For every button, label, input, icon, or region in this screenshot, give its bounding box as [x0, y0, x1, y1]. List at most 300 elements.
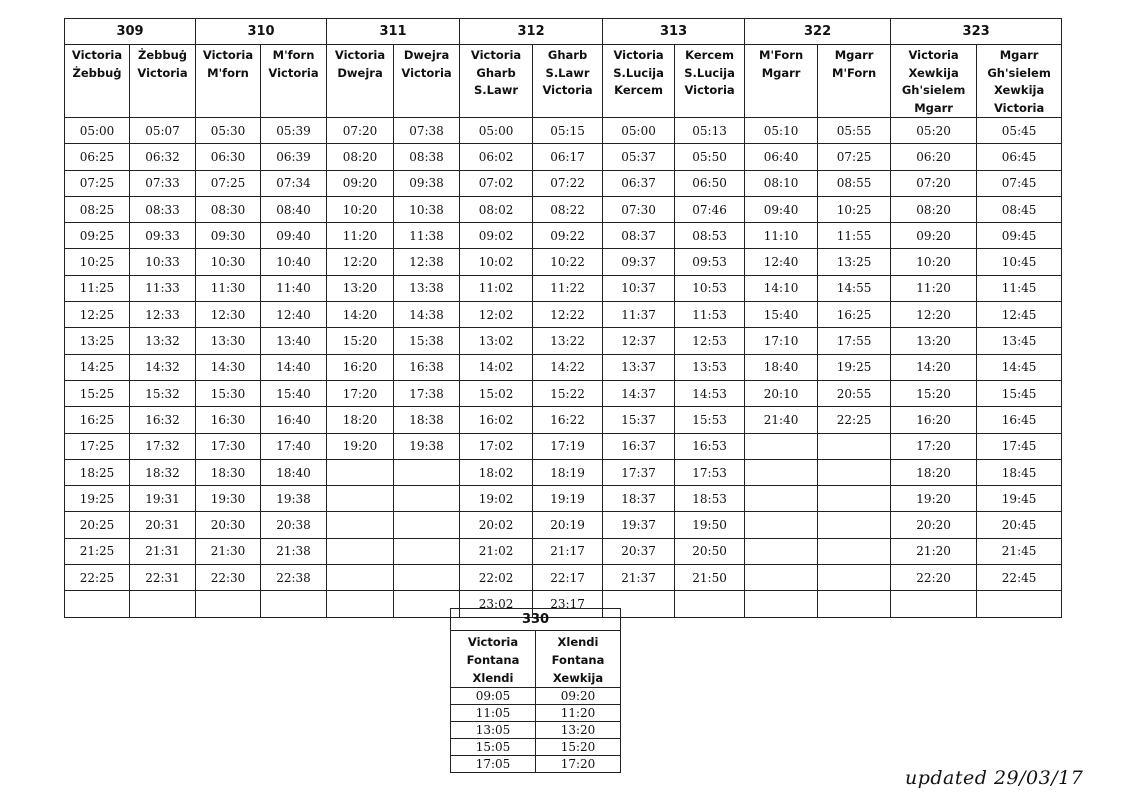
departure-time: 15:32 [130, 380, 196, 406]
departure-time: 08:30 [196, 196, 261, 222]
departure-time: 11:55 [818, 223, 891, 249]
departure-time: 15:53 [675, 407, 745, 433]
departure-time: 07:25 [818, 144, 891, 170]
departure-time [327, 486, 394, 512]
stop-name: S.Lawr [545, 65, 590, 80]
departure-time: 07:46 [675, 196, 745, 222]
stop-name: M'Forn [759, 48, 804, 62]
departure-time: 16:20 [891, 407, 977, 433]
departure-time [745, 512, 818, 538]
table-row [65, 302, 1062, 328]
departure-time: 12:40 [261, 302, 327, 328]
departure-time: 21:25 [65, 538, 130, 564]
departure-time: 09:02 [460, 223, 533, 249]
departure-time: 10:40 [261, 249, 327, 275]
departure-time: 20:30 [196, 512, 261, 538]
departure-time: 16:38 [394, 354, 460, 380]
departure-time: 11:22 [533, 275, 603, 301]
route-number: 313 [603, 19, 745, 45]
departure-time: 08:53 [675, 223, 745, 249]
departure-time: 06:25 [65, 144, 130, 170]
departure-time: 13:25 [65, 328, 130, 354]
departure-time: 22:20 [891, 565, 977, 591]
departure-time: 15:25 [65, 380, 130, 406]
stop-name: S.Lucija [684, 65, 735, 80]
departure-time: 10:30 [196, 249, 261, 275]
stop-name: Victoria [908, 48, 959, 62]
departure-time [327, 459, 394, 485]
departure-time: 21:02 [460, 538, 533, 564]
departure-time: 20:45 [977, 512, 1062, 538]
departure-time [394, 565, 460, 591]
departure-time: 06:20 [891, 144, 977, 170]
table-row [451, 688, 621, 705]
departure-time: 17:10 [745, 328, 818, 354]
departure-time: 15:20 [327, 328, 394, 354]
departure-time: 08:55 [818, 170, 891, 196]
direction-header [394, 45, 460, 118]
departure-time [818, 591, 891, 617]
departure-time: 22:25 [65, 565, 130, 591]
departure-time: 12:20 [891, 302, 977, 328]
table-row [451, 756, 621, 773]
departure-time: 10:38 [394, 196, 460, 222]
table-row [65, 144, 1062, 170]
departure-time: 13:53 [675, 354, 745, 380]
departure-time: 07:20 [891, 170, 977, 196]
departure-time: 15:02 [460, 380, 533, 406]
departure-time: 22:38 [261, 565, 327, 591]
departure-time: 05:30 [196, 118, 261, 144]
departure-time: 12:20 [327, 249, 394, 275]
direction-header [745, 45, 818, 118]
departure-time: 08:20 [327, 144, 394, 170]
departure-time: 12:40 [745, 249, 818, 275]
departure-time: 13:22 [533, 328, 603, 354]
direction-header [603, 45, 675, 118]
departure-time: 19:37 [603, 512, 675, 538]
departure-time: 08:20 [891, 196, 977, 222]
stop-name: Xewkija [552, 671, 604, 685]
stop-name: Mgarr [914, 100, 953, 115]
departure-time: 15:30 [196, 380, 261, 406]
departure-time: 09:22 [533, 223, 603, 249]
departure-time: 18:37 [603, 486, 675, 512]
direction-header [196, 45, 261, 118]
departure-time [394, 486, 460, 512]
departure-time: 16:32 [130, 407, 196, 433]
departure-time: 18:45 [977, 459, 1062, 485]
departure-time: 05:07 [130, 118, 196, 144]
departure-time: 11:30 [196, 275, 261, 301]
departure-time: 05:00 [603, 118, 675, 144]
departure-time [891, 591, 977, 617]
route-number-row [451, 609, 621, 631]
departure-time: 10:20 [327, 196, 394, 222]
departure-time: 18:53 [675, 486, 745, 512]
departure-time: 14:30 [196, 354, 261, 380]
route-number: 310 [196, 19, 327, 45]
departure-time: 08:38 [394, 144, 460, 170]
departure-time: 15:40 [745, 302, 818, 328]
direction-header [818, 45, 891, 118]
departure-time: 18:40 [261, 459, 327, 485]
route-number: 330 [451, 609, 621, 631]
departure-time [818, 565, 891, 591]
departure-time: 15:45 [977, 380, 1062, 406]
departure-time: 14:10 [745, 275, 818, 301]
departure-time: 17:55 [818, 328, 891, 354]
departure-time: 14:53 [675, 380, 745, 406]
direction-header [130, 45, 196, 118]
departure-time: 11:33 [130, 275, 196, 301]
direction-header [891, 45, 977, 118]
departure-time: 19:31 [130, 486, 196, 512]
departure-time: 12:25 [65, 302, 130, 328]
departure-time: 22:02 [460, 565, 533, 591]
departure-time: 23:02 [460, 591, 533, 617]
departure-time: 12:33 [130, 302, 196, 328]
table-row [451, 722, 621, 739]
departure-time [818, 512, 891, 538]
departure-time: 10:37 [603, 275, 675, 301]
route-number: 309 [65, 19, 196, 45]
table-row [65, 275, 1062, 301]
departure-time: 22:25 [818, 407, 891, 433]
departure-time: 11:10 [745, 223, 818, 249]
departure-time: 19:25 [65, 486, 130, 512]
departure-time [130, 591, 196, 617]
departure-time: 22:45 [977, 565, 1062, 591]
departure-time [261, 591, 327, 617]
departure-time: 19:38 [394, 433, 460, 459]
departure-time: 21:38 [261, 538, 327, 564]
departure-time: 11:02 [460, 275, 533, 301]
departure-time: 09:33 [130, 223, 196, 249]
departure-time: 05:50 [675, 144, 745, 170]
departure-time [745, 538, 818, 564]
departure-time: 05:45 [977, 118, 1062, 144]
stop-name: Xlendi [557, 635, 599, 649]
departure-time: 17:32 [130, 433, 196, 459]
departure-time [65, 591, 130, 617]
departure-time: 14:55 [818, 275, 891, 301]
departure-time: 11:20 [327, 223, 394, 249]
main-timetable [64, 18, 1062, 618]
departure-time: 15:20 [536, 739, 621, 756]
departure-time: 07:30 [603, 196, 675, 222]
departure-time: 16:53 [675, 433, 745, 459]
departure-time: 20:19 [533, 512, 603, 538]
route-number: 322 [745, 19, 891, 45]
departure-time: 17:20 [327, 380, 394, 406]
departure-time: 19:45 [977, 486, 1062, 512]
departure-time: 21:45 [977, 538, 1062, 564]
stop-name: Victoria [202, 48, 254, 62]
departure-time: 17:53 [675, 459, 745, 485]
departure-time: 10:02 [460, 249, 533, 275]
departure-time: 07:38 [394, 118, 460, 144]
departure-time: 13:25 [818, 249, 891, 275]
table-row [65, 512, 1062, 538]
departure-time: 14:22 [533, 354, 603, 380]
departure-time: 11:45 [977, 275, 1062, 301]
departure-time: 05:39 [261, 118, 327, 144]
departure-time: 19:50 [675, 512, 745, 538]
departure-time: 10:25 [65, 249, 130, 275]
departure-time: 20:37 [603, 538, 675, 564]
departure-time: 14:40 [261, 354, 327, 380]
departure-time: 12:37 [603, 328, 675, 354]
departure-time: 18:25 [65, 459, 130, 485]
table-row [65, 196, 1062, 222]
departure-time: 08:10 [745, 170, 818, 196]
departure-time: 17:37 [603, 459, 675, 485]
departure-time: 15:38 [394, 328, 460, 354]
departure-time: 12:22 [533, 302, 603, 328]
departure-time: 19:38 [261, 486, 327, 512]
departure-time [818, 433, 891, 459]
departure-time: 11:37 [603, 302, 675, 328]
departure-time: 19:20 [327, 433, 394, 459]
stop-name: Fontana [466, 653, 520, 667]
stop-name: Victoria [137, 65, 188, 80]
departure-time: 07:34 [261, 170, 327, 196]
departure-time [977, 591, 1062, 617]
departure-time: 21:20 [891, 538, 977, 564]
departure-time: 13:02 [460, 328, 533, 354]
departure-time: 07:33 [130, 170, 196, 196]
table-row [65, 565, 1062, 591]
stop-name: Fontana [551, 653, 605, 667]
departure-time [818, 486, 891, 512]
departure-time: 14:37 [603, 380, 675, 406]
departure-time: 14:32 [130, 354, 196, 380]
departure-time: 18:30 [196, 459, 261, 485]
departure-time: 05:00 [460, 118, 533, 144]
departure-time [394, 538, 460, 564]
departure-time: 06:50 [675, 170, 745, 196]
departure-time: 10:20 [891, 249, 977, 275]
departure-time: 10:53 [675, 275, 745, 301]
departure-time: 07:20 [327, 118, 394, 144]
departure-time: 21:17 [533, 538, 603, 564]
stop-name: Victoria [993, 100, 1045, 115]
departure-time: 16:22 [533, 407, 603, 433]
departure-time: 10:25 [818, 196, 891, 222]
table-row [65, 459, 1062, 485]
departure-time: 20:50 [675, 538, 745, 564]
departure-time: 09:30 [196, 223, 261, 249]
stop-name: M'forn [272, 48, 315, 62]
departure-time: 08:40 [261, 196, 327, 222]
departure-time: 08:22 [533, 196, 603, 222]
direction-header [65, 45, 130, 118]
stop-name: Mgarr [761, 65, 801, 80]
departure-time: 16:25 [65, 407, 130, 433]
stop-name: Kercem [685, 48, 734, 62]
departure-time: 20:38 [261, 512, 327, 538]
departure-time: 20:55 [818, 380, 891, 406]
stop-name: Gharb [547, 48, 588, 62]
departure-time: 10:22 [533, 249, 603, 275]
departure-time: 13:38 [394, 275, 460, 301]
departure-time: 23:17 [533, 591, 603, 617]
departure-time: 18:20 [327, 407, 394, 433]
departure-time: 14:20 [327, 302, 394, 328]
departure-time: 07:02 [460, 170, 533, 196]
departure-time: 18:02 [460, 459, 533, 485]
departure-time [745, 459, 818, 485]
departure-time: 12:38 [394, 249, 460, 275]
route-number: 312 [460, 19, 603, 45]
departure-time: 13:40 [261, 328, 327, 354]
stop-name: Kercem [614, 83, 663, 97]
table-row [65, 380, 1062, 406]
departure-time [394, 512, 460, 538]
departure-time [327, 538, 394, 564]
departure-time: 22:17 [533, 565, 603, 591]
departure-time: 09:40 [745, 196, 818, 222]
departure-time: 13:32 [130, 328, 196, 354]
departure-time: 05:55 [818, 118, 891, 144]
departure-time: 05:10 [745, 118, 818, 144]
route-number-row [65, 19, 1062, 45]
departure-time: 16:40 [261, 407, 327, 433]
departure-time: 12:53 [675, 328, 745, 354]
table-row [451, 705, 621, 722]
departure-time: 05:15 [533, 118, 603, 144]
direction-header [977, 45, 1062, 118]
departure-time: 14:38 [394, 302, 460, 328]
departure-time: 07:22 [533, 170, 603, 196]
stop-name: S.Lawr [474, 83, 519, 97]
stop-name: Mgarr [999, 48, 1039, 62]
departure-time: 15:05 [451, 739, 536, 756]
departure-time: 07:45 [977, 170, 1062, 196]
departure-time: 11:38 [394, 223, 460, 249]
stop-name: Żebbuġ [72, 65, 122, 80]
departure-time: 13:37 [603, 354, 675, 380]
departure-time: 11:40 [261, 275, 327, 301]
departure-time: 19:20 [891, 486, 977, 512]
departure-time: 17:25 [65, 433, 130, 459]
stop-name: Xewkija [993, 83, 1045, 97]
departure-time: 13:20 [891, 328, 977, 354]
updated-date-note: updated 29/03/17 [905, 767, 1084, 789]
departure-time: 20:20 [891, 512, 977, 538]
departure-time [745, 486, 818, 512]
departure-time: 06:40 [745, 144, 818, 170]
departure-time: 19:30 [196, 486, 261, 512]
stop-name: M'forn [207, 65, 249, 80]
departure-time [327, 565, 394, 591]
departure-time [394, 459, 460, 485]
direction-header-row [65, 45, 1062, 118]
departure-time: 11:53 [675, 302, 745, 328]
departure-time: 18:20 [891, 459, 977, 485]
departure-time: 08:33 [130, 196, 196, 222]
departure-time: 06:32 [130, 144, 196, 170]
direction-header-row [451, 631, 621, 688]
departure-time: 19:02 [460, 486, 533, 512]
direction-header [536, 631, 621, 688]
stop-name: S.Lucija [613, 65, 664, 80]
stop-name: Żebbuġ [137, 48, 188, 62]
departure-time: 18:40 [745, 354, 818, 380]
departure-time: 09:20 [891, 223, 977, 249]
departure-time: 08:02 [460, 196, 533, 222]
departure-time: 20:10 [745, 380, 818, 406]
departure-time: 17:19 [533, 433, 603, 459]
departure-time: 16:30 [196, 407, 261, 433]
departure-time [818, 459, 891, 485]
stop-name: Victoria [613, 48, 664, 62]
stop-name: Gharb [476, 65, 516, 80]
departure-time: 13:45 [977, 328, 1062, 354]
departure-time: 15:22 [533, 380, 603, 406]
route-number: 323 [891, 19, 1062, 45]
stop-name: Victoria [542, 83, 593, 97]
departure-time [327, 512, 394, 538]
departure-time: 12:02 [460, 302, 533, 328]
departure-time: 08:45 [977, 196, 1062, 222]
table-row [65, 249, 1062, 275]
departure-time: 16:20 [327, 354, 394, 380]
route-330-timetable [450, 608, 621, 773]
departure-time: 17:20 [536, 756, 621, 773]
direction-header [533, 45, 603, 118]
table-row [65, 538, 1062, 564]
departure-time: 09:05 [451, 688, 536, 705]
departure-time: 17:02 [460, 433, 533, 459]
table-row [451, 739, 621, 756]
departure-time: 20:25 [65, 512, 130, 538]
departure-time: 05:13 [675, 118, 745, 144]
stop-name: Victoria [401, 65, 452, 80]
departure-time: 17:30 [196, 433, 261, 459]
departure-time: 22:31 [130, 565, 196, 591]
stop-name: Xewkija [908, 65, 959, 80]
departure-time: 09:37 [603, 249, 675, 275]
departure-time: 17:20 [891, 433, 977, 459]
departure-time: 14:20 [891, 354, 977, 380]
departure-time: 16:25 [818, 302, 891, 328]
departure-time: 15:37 [603, 407, 675, 433]
departure-time: 20:31 [130, 512, 196, 538]
direction-header [451, 631, 536, 688]
stop-name: Mgarr [834, 48, 874, 62]
departure-time: 13:30 [196, 328, 261, 354]
departure-time: 06:45 [977, 144, 1062, 170]
table-row [65, 407, 1062, 433]
departure-time [745, 433, 818, 459]
departure-time: 14:45 [977, 354, 1062, 380]
stop-name: Victoria [334, 48, 386, 62]
departure-time [196, 591, 261, 617]
departure-time [745, 565, 818, 591]
departure-time: 16:02 [460, 407, 533, 433]
departure-time: 05:20 [891, 118, 977, 144]
departure-time: 07:25 [65, 170, 130, 196]
departure-time: 06:37 [603, 170, 675, 196]
direction-header [261, 45, 327, 118]
departure-time: 08:37 [603, 223, 675, 249]
departure-time: 09:40 [261, 223, 327, 249]
table-row [65, 223, 1062, 249]
departure-time: 21:30 [196, 538, 261, 564]
table-row [65, 486, 1062, 512]
